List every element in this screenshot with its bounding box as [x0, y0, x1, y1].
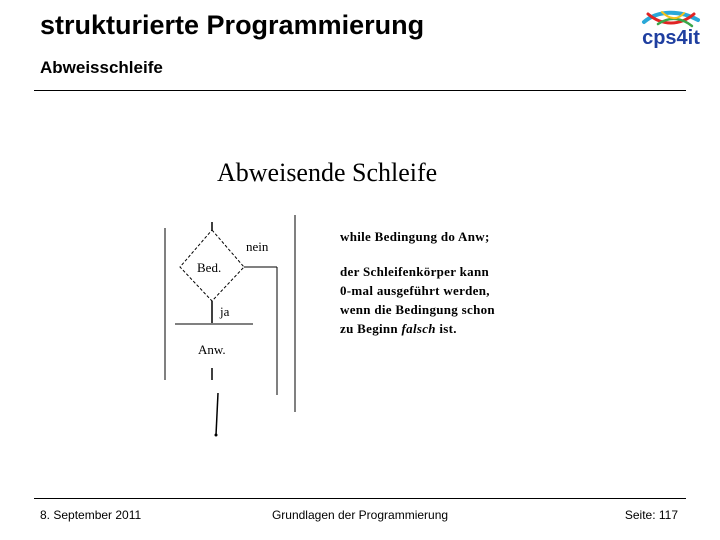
exit-arrow [216, 393, 218, 435]
description-line-4-prefix: zu Beginn [340, 321, 402, 336]
cps4it-logo [636, 8, 706, 52]
description-line-3: wenn die Bedingung schon [340, 302, 495, 317]
loop-flowchart [150, 205, 320, 445]
exit-arrow-tip [215, 434, 218, 437]
footer-center-title: Grundlagen der Programmierung [271, 508, 449, 522]
description-line-4-italic: falsch [401, 321, 436, 336]
yes-label: ja [220, 304, 230, 319]
page-subtitle: Abweisschleife [40, 58, 163, 77]
description-line-4 [340, 319, 495, 338]
figure-title: Abweisende Schleife [217, 158, 438, 187]
page-title: strukturierte Programmierung [40, 10, 425, 40]
logo-text: cps4it [642, 27, 700, 49]
loop-description [340, 262, 495, 338]
decision-label: Bed. [197, 260, 222, 275]
description-line-2: 0-mal ausgeführt werden, [340, 283, 490, 298]
no-label: nein [246, 239, 269, 254]
header-divider [34, 90, 686, 91]
footer-date: 8. September 2011 [40, 508, 142, 522]
description-line-1: der Schleifenkörper kann [340, 264, 490, 279]
footer-divider [34, 498, 686, 499]
description-line-4-suffix: ist. [435, 321, 457, 336]
footer-page-number: Seite: 117 [624, 508, 678, 522]
action-label: Anw. [198, 342, 226, 357]
code-line: while Bedingung do Anw; [340, 229, 490, 244]
